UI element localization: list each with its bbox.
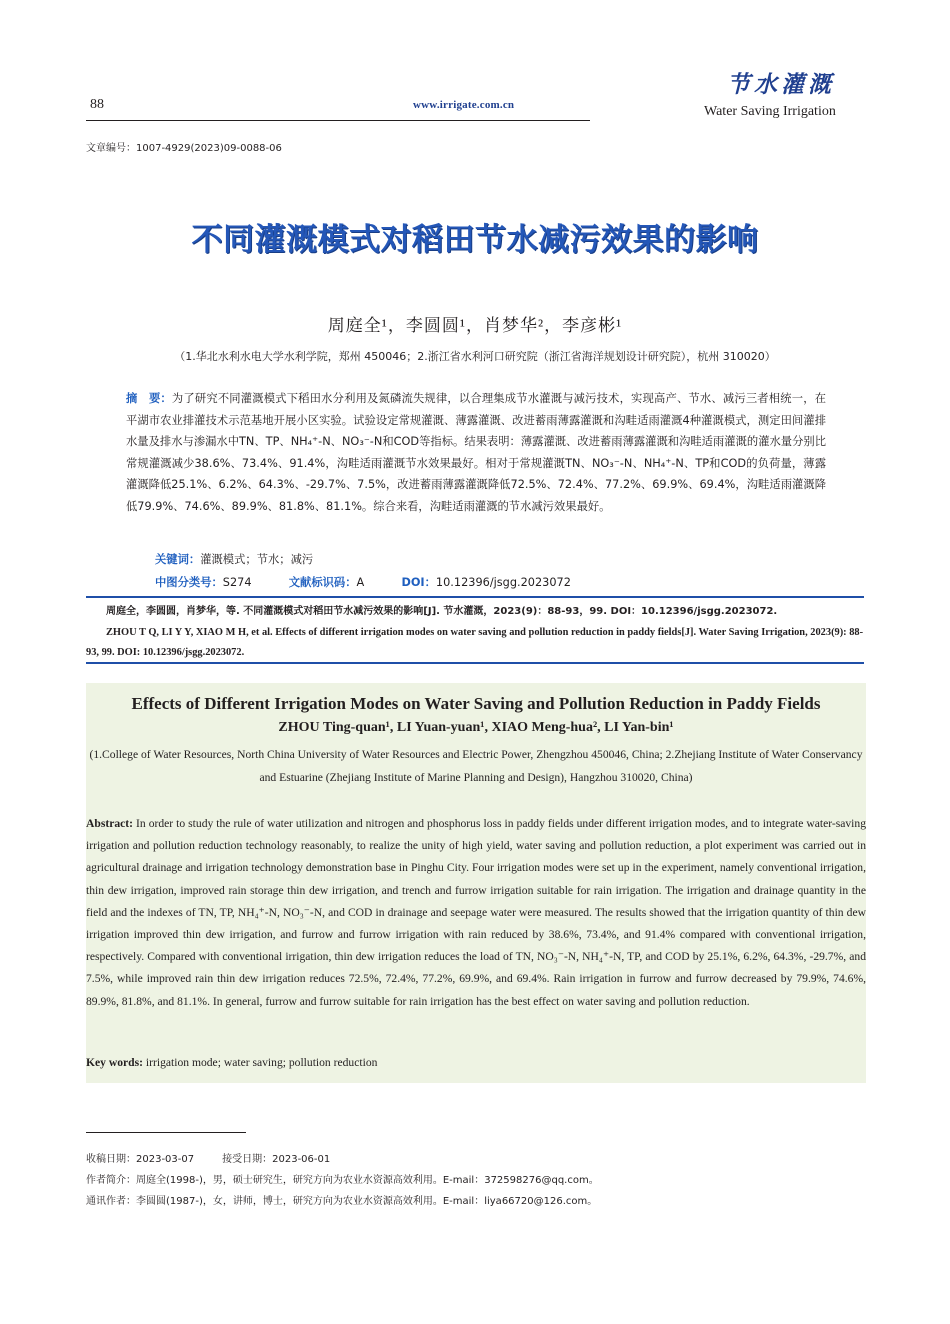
author-bio: 作者简介：周庭全(1998-)，男，硕士研究生，研究方向为农业水资源高效利用。E-mail：372598276@qq.com。 — [86, 1175, 599, 1186]
corresponding-author: 通讯作者：李圆圆(1987-)，女，讲师，博士，研究方向为农业水资源高效利用。E-mail：liya66720@126.com。 — [86, 1196, 598, 1207]
affiliation-cn: （1.华北水利水电大学水利学院，郑州 450046；2.浙江省水利河口研究院（浙江省海洋规划设计研究院），杭州 310020） — [174, 350, 776, 363]
keywords-en-label: Key words: — [86, 1056, 143, 1069]
journal-name-en: Water Saving Irrigation — [704, 104, 836, 119]
article-number: 文章编号：1007-4929(2023)09-0088-06 — [86, 143, 282, 154]
citation-en: ZHOU T Q, LI Y Y, XIAO M H, et al. Effects of different irrigation modes on water saving and pollution reduction in paddy fields[J]. Water Saving Irrigation, 2023(9): 88-93, 99. DOI: 10.12396/jsgg.2023072. — [86, 627, 864, 658]
doi-label: DOI： — [401, 576, 436, 589]
separator-bottom — [86, 662, 864, 664]
journal-url: www.irrigate.com.cn — [413, 99, 515, 111]
keywords-en-text: irrigation mode; water saving; pollution reduction — [145, 1056, 378, 1069]
citation-cn: 周庭全，李圆圆，肖梦华，等. 不同灌溉模式对稻田节水减污效果的影响[J]. 节水灌溉，2023(9)：88-93，99. DOI：10.12396/jsgg.2023072. — [106, 606, 778, 617]
clc-value: S274 — [222, 576, 252, 589]
received-date: 收稿日期：2023-03-07 — [86, 1154, 195, 1165]
header-rule — [86, 120, 590, 121]
abstract-en-text: In order to study the rule of water utilization and nitrogen and phosphorus loss in paddy fields under different irrigation modes, and to integrate water-saving irrigation and pollution reduction technology reasonably, to realize the unity of high yield, water saving and pollution reduction, a plot experiment was carried out in agricultural drainage and irrigation technology demonstration base in Pinghu City. Four irrigation modes were set up in the experiment, namely conventional irrigation, thin dew irrigation, improved rain storage thin dew irrigation, and trench and furrow irrigation suitable for rain irrigation. The irrigation and drainage quantity in the field and the indexes of TN, TP, NH₄⁺-N, NO₃⁻-N, and COD in drainage and seepage water were measured. The results showed that the irrigation quantity of thin dew irrigation improved thin dew irrigation, and furrow and furrow irrigation with rain reduced by 38.6%, 73.4%, and 91.4% compared with conventional irrigation, respectively. Compared with conventional irrigation, thin dew irrigation reduces the load of TN, NO₃⁻-N, NH₄⁺-N, TP, and COD by 25.1%, 6.2%, 64.3%, -29.7%, and 7.5%, while improved rain thin dew irrigation reduces 72.5%, 72.4%, 77.2%, 69.9%, and 69.4%. Rain irrigation in furrow and furrow decreased by 79.9%, 74.6%, 89.9%, 81.8%, and 81.1%. In general, furrow and furrow suitable for rain irrigation has the best effect on water saving and pollution reduction. — [86, 817, 866, 1008]
authors-en: ZHOU Ting-quan¹, LI Yuan-yuan¹, XIAO Meng-hua², LI Yan-bin¹ — [278, 720, 674, 735]
footnote-rule — [86, 1132, 246, 1133]
keywords-cn — [155, 551, 313, 567]
footnote-dates — [86, 1150, 330, 1165]
journal-name-cn: 节水灌溉 — [727, 71, 835, 98]
keywords-en — [86, 1056, 377, 1069]
doc-code-label: 文献标识码： — [288, 576, 357, 589]
keywords-cn-label: 关键词： — [155, 553, 201, 566]
separator-top — [86, 596, 864, 598]
title-en: Effects of Different Irrigation Modes on Water Saving and Pollution Reduction in Paddy Fields — [131, 694, 821, 713]
doi-value[interactable]: 10.12396/jsgg.2023072 — [435, 576, 571, 589]
abstract-cn-label: 摘 要： — [126, 392, 172, 405]
clc-label: 中图分类号： — [155, 576, 223, 589]
title-cn: 不同灌溉模式对稻田节水减污效果的影响 — [191, 222, 759, 258]
doc-code-value: A — [356, 576, 365, 589]
page-number: 88 — [90, 97, 104, 112]
abstract-cn — [126, 388, 826, 517]
classification-row — [155, 574, 855, 590]
authors-cn: 周庭全¹，李圆圆¹，肖梦华²，李彦彬¹ — [327, 316, 623, 335]
abstract-cn-text: 为了研究不同灌溉模式下稻田水分利用及氮磷流失规律，以合理集成节水灌溉与减污技术，实现高产、节水、减污三者相统一，在平湖市农业排灌技术示范基地开展小区实验。试验设定常规灌溉、薄露灌溉、改进蓄雨薄露灌溉和沟畦适雨灌溉4种灌溉模式，测定田间灌排水量及排水与渗漏水中TN、TP、NH₄⁺-N、NO₃⁻-N和COD等指标。结果表明：薄露灌溉、改进蓄雨薄露灌溉和沟畦适雨灌溉的灌水量分别比常规灌溉减少38.6%、73.4%、91.4%，沟畦适雨灌溉节水效果最好。相对于常规灌溉TN、NO₃⁻-N、NH₄⁺-N、TP和COD的负荷量，薄露灌溉降低25.1%、6.2%、64.3%、-29.7%、7.5%，改进蓄雨薄露灌溉降低72.5%、72.4%、77.2%、69.9%、69.4%，沟畦适雨灌溉降低79.9%、74.6%、89.9%、81.8%、81.1%。综合来看，沟畦适雨灌溉的节水减污效果最好。 — [126, 392, 826, 513]
keywords-cn-text: 灌溉模式；节水；减污 — [200, 553, 314, 566]
abstract-en-label: Abstract: — [86, 817, 134, 830]
accepted-date: 接受日期：2023-06-01 — [222, 1154, 331, 1165]
affiliation-en: (1.College of Water Resources, North China University of Water Resources and Electric Power, Zhengzhou 450046, China; 2.Zhejiang Institute of Water Conservancy and Estuarine (Zhejiang Institute of Marine Planning and Design), Hangzhou 310020, China) — [89, 748, 863, 784]
abstract-en — [86, 813, 866, 1013]
